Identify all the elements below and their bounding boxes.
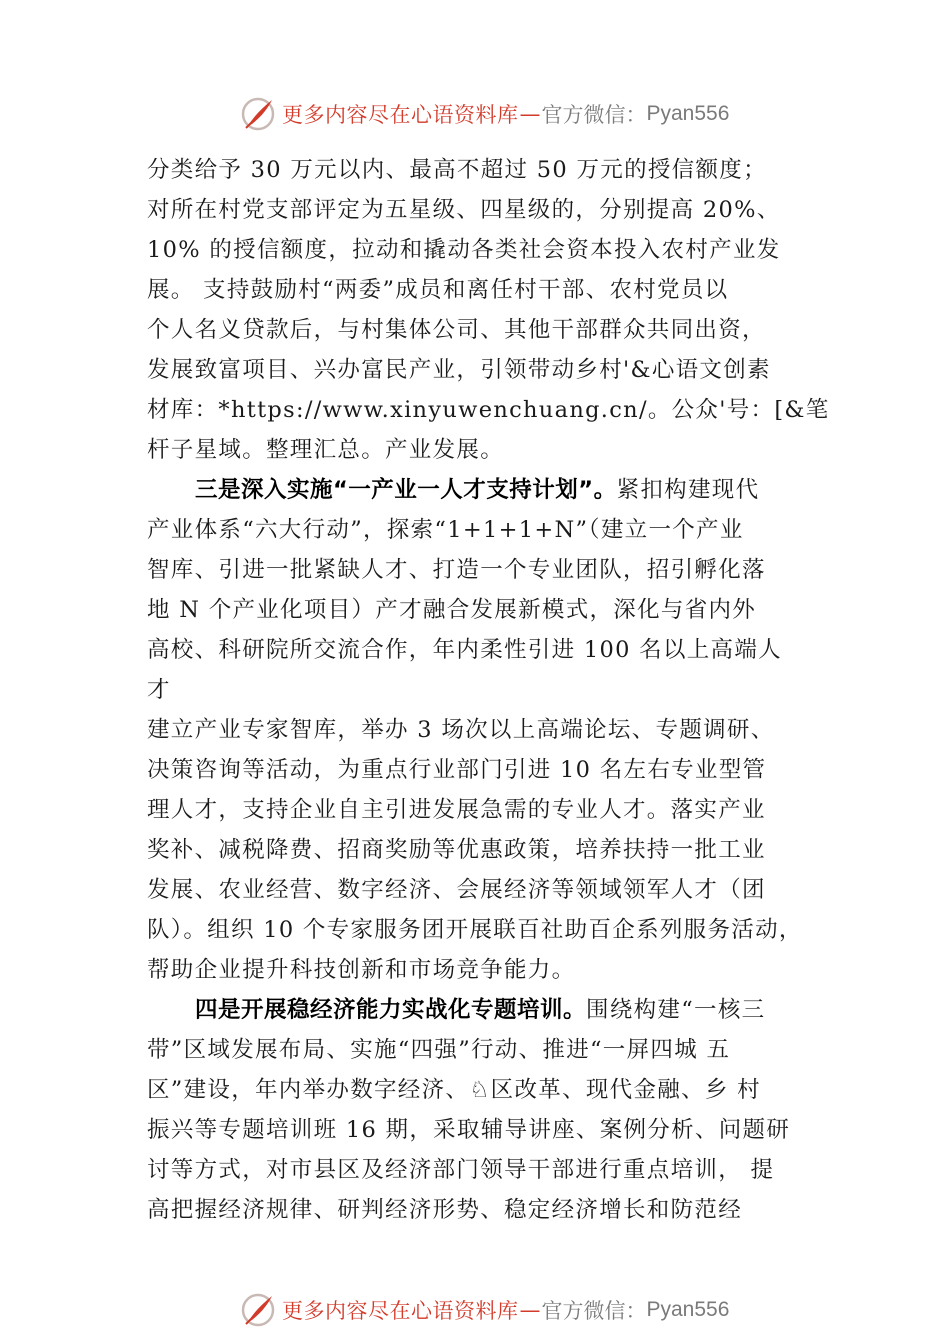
text-line: 高把握经济规律、研判经济形势、稳定经济增长和防范经 <box>147 1197 743 1223</box>
text-line: 才 <box>147 677 171 703</box>
text-line: 理人才，支持企业自主引进发展急需的专业人才。落实产业 <box>147 797 766 823</box>
text-line: 产业体系“六大行动”，探索“1+1+1+N”（建立一个产业 <box>147 517 744 543</box>
paragraph-first-line <box>147 470 837 510</box>
text-line-rest: 围绕构建“一核三 <box>586 997 766 1023</box>
text-line: 智库、引进一批紧缺人才、打造一个专业团队，招引孵化落 <box>147 557 766 583</box>
footer-banner-dash: — <box>519 1298 541 1322</box>
text-line: 振兴等专题培训班 16 期，采取辅导讲座、案例分析、问题研 <box>147 1117 791 1143</box>
text-line: 讨等方式，对市县区及经济部门领导干部进行重点培训， 提 <box>147 1157 775 1183</box>
footer-banner-title: 更多内容尽在心语资料库 <box>282 1299 519 1323</box>
text-line: 杆子星域。整理汇总。产业发展。 <box>147 437 505 463</box>
header-banner <box>238 92 758 136</box>
text-line: 地 N 个产业化项目）产才融合发展新模式，深化与省内外 <box>147 597 757 623</box>
header-banner-wechat-label: 官方微信： <box>541 103 647 127</box>
header-banner-wechat-id: Pyan556 <box>646 102 730 125</box>
section-heading: 三是深入实施“一产业一人才支持计划”。 <box>195 477 617 503</box>
text-line: 决策咨询等活动，为重点行业部门引进 10 名左右专业型管 <box>147 757 767 783</box>
text-line-rest: 紧扣构建现代 <box>616 477 760 503</box>
text-line: 带”区域发展布局、实施“四强”行动、推进“一屏四城 五 <box>147 1037 731 1063</box>
footer-banner-wechat-label: 官方微信： <box>541 1299 647 1323</box>
text-line: 高校、科研院所交流合作，年内柔性引进 100 名以上高端人 <box>147 637 782 663</box>
feather-pen-logo-icon <box>238 1290 278 1330</box>
text-line: 建立产业专家智库，举办 3 场次以上高端论坛、专题调研、 <box>147 717 775 743</box>
paragraph-first-line <box>147 990 837 1030</box>
footer-banner-wechat-id: Pyan556 <box>646 1298 730 1321</box>
text-line: 材库：*https://www.xinyuwenchuang.cn/。公众'号：[&笔 <box>147 397 830 423</box>
text-line: 分类给予 30 万元以内、最高不超过 50 万元的授信额度； <box>147 157 767 183</box>
text-line: 10% 的授信额度，拉动和撬动各类社会资本投入农村产业发 <box>147 237 781 263</box>
text-line: 发展、农业经营、数字经济、会展经济等领域领军人才（团 <box>147 877 766 903</box>
feather-pen-logo-icon <box>238 94 278 134</box>
header-banner-title: 更多内容尽在心语资料库 <box>282 103 519 127</box>
footer-banner <box>238 1288 758 1332</box>
text-line: 帮助企业提升科技创新和市场竞争能力。 <box>147 957 576 983</box>
document-body <box>147 150 837 1230</box>
text-line: 奖补、减税降费、招商奖励等优惠政策，培养扶持一批工业 <box>147 837 766 863</box>
section-heading: 四是开展稳经济能力实战化专题培训。 <box>195 997 587 1023</box>
text-line: 展。 支持鼓励村“两委”成员和离任村干部、农村党员以 <box>147 277 729 303</box>
header-banner-dash: — <box>519 102 541 126</box>
text-line: 发展致富项目、兴办富民产业，引领带动乡村'&心语文创素 <box>147 357 771 383</box>
text-line: 区”建设，年内举办数字经济、♘区改革、现代金融、乡 村 <box>147 1077 761 1103</box>
text-line: 队）。组织 10 个专家服务团开展联百社助百企系列服务活动， <box>147 917 803 943</box>
text-line: 个人名义贷款后，与村集体公司、其他干部群众共同出资， <box>147 317 766 343</box>
text-line: 对所在村党支部评定为五星级、四星级的，分别提高 20%、 <box>147 197 781 223</box>
